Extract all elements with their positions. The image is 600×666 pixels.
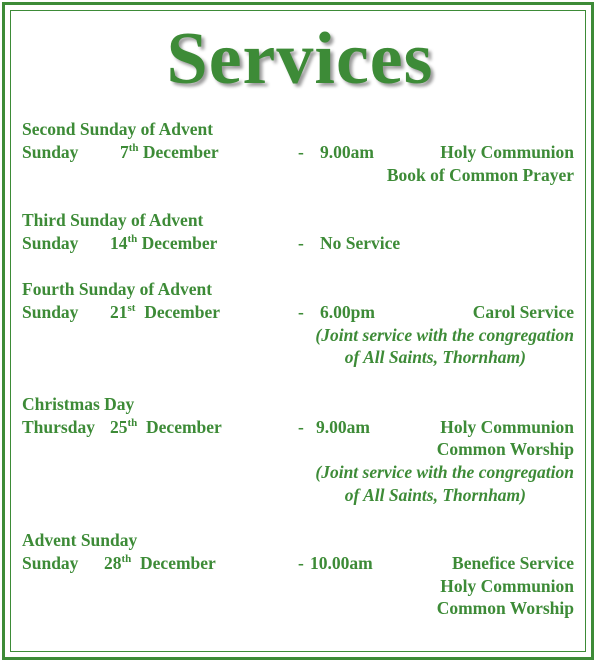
service-date — [110, 232, 217, 254]
service-day: Sunday — [22, 142, 79, 162]
service-heading: Third Sunday of Advent — [22, 210, 204, 230]
service-heading: Christmas Day — [22, 394, 135, 414]
date-number: 7 — [120, 142, 129, 162]
service-dash: - — [298, 142, 304, 162]
service-date — [110, 416, 222, 438]
service-day: Sunday — [22, 233, 79, 253]
service-time: 6.00pm — [320, 302, 375, 322]
service-dash: - — [298, 553, 304, 573]
service-day: Thursday — [22, 417, 95, 437]
date-suffix: th — [128, 142, 139, 154]
date-suffix: th — [127, 417, 138, 429]
service-dash: - — [298, 302, 304, 322]
date-month: December — [142, 142, 219, 162]
service-date — [110, 301, 220, 323]
date-number: 14 — [110, 233, 128, 253]
date-month: December — [141, 233, 218, 253]
date-month: December — [146, 417, 222, 437]
date-suffix: th — [127, 233, 138, 245]
service-title: Holy Communion — [440, 142, 574, 162]
service-note: Common Worship — [436, 598, 574, 618]
date-number: 25 — [110, 417, 128, 437]
page-title: Services — [166, 18, 434, 100]
service-title: Holy Communion — [440, 417, 574, 437]
service-title: Carol Service — [472, 302, 574, 322]
service-joint-note: of All Saints, Thornham) — [344, 347, 526, 367]
service-joint-note: (Joint service with the congregation — [315, 462, 574, 482]
service-joint-note: (Joint service with the congregation — [315, 325, 574, 345]
date-number: 21 — [110, 302, 128, 322]
service-heading: Second Sunday of Advent — [22, 119, 214, 139]
service-note: Book of Common Prayer — [386, 165, 574, 185]
service-heading: Fourth Sunday of Advent — [22, 279, 213, 299]
service-date — [120, 141, 219, 163]
date-month: December — [140, 553, 216, 573]
date-suffix: st — [127, 302, 136, 314]
service-dash: - — [298, 417, 304, 437]
service-heading: Advent Sunday — [22, 530, 138, 550]
date-suffix: th — [121, 553, 132, 565]
service-date — [104, 552, 216, 574]
service-title: Benefice Service — [452, 553, 574, 573]
service-joint-note: of All Saints, Thornham) — [344, 485, 526, 505]
date-number: 28 — [104, 553, 122, 573]
service-day: Sunday — [22, 302, 79, 322]
service-note: Holy Communion — [440, 576, 574, 596]
service-time: 9.00am — [316, 417, 370, 437]
date-month: December — [144, 302, 220, 322]
service-day: Sunday — [22, 553, 79, 573]
service-note: Common Worship — [436, 439, 574, 459]
service-dash: - — [298, 233, 304, 253]
service-time: No Service — [320, 233, 401, 253]
service-time: 9.00am — [320, 142, 374, 162]
service-time: 10.00am — [310, 553, 373, 573]
